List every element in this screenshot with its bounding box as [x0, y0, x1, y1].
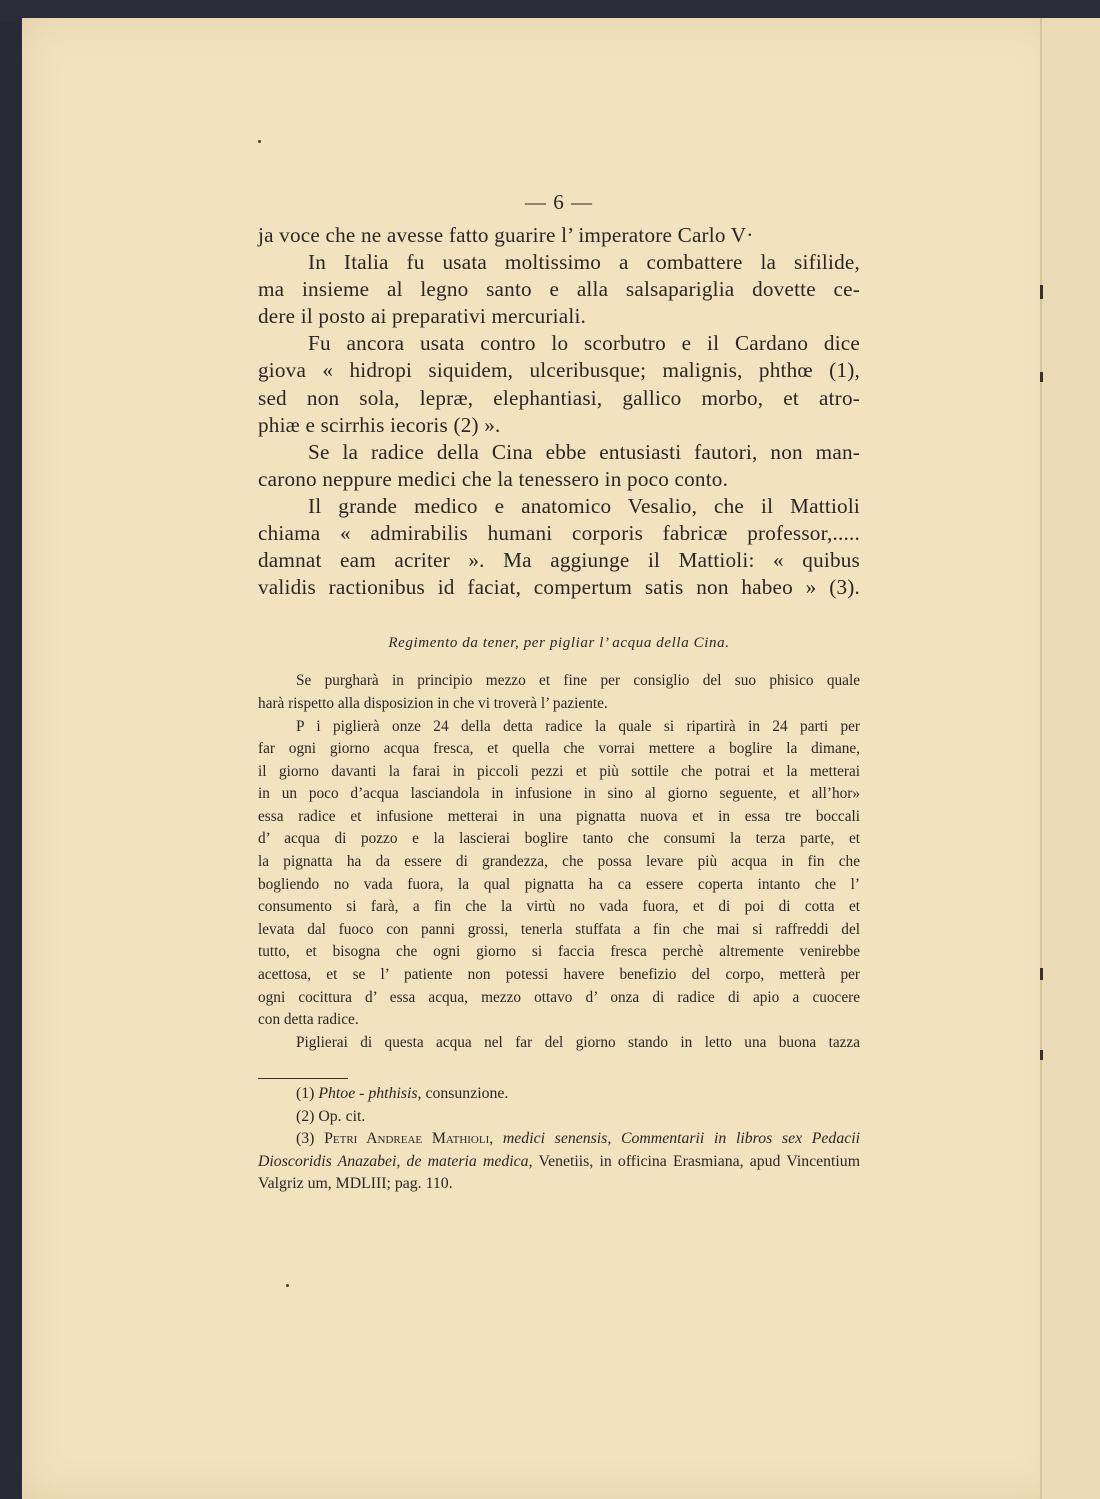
footnote-3 — [258, 1128, 860, 1195]
text-line: chiama « admirabilis humani corporis fabricæ professor,..... — [258, 521, 860, 546]
speck — [258, 140, 261, 143]
text-line: sed non sola, lepræ, elephantiasi, gallico morbo, et atro- — [258, 385, 860, 410]
recipe-line: acettosa, et se l’ patiente non potessi havere benefizio del corpo, metterà per — [258, 966, 860, 984]
recipe-line: bogliendo no vada fuora, la qual pignatta ha ca essere coperta intanto che l’ — [258, 875, 860, 893]
recipe-line: il giorno davanti la farai in piccoli pezzi et più sottile che potrai et la metterai — [258, 762, 860, 780]
next-page-edge — [1040, 18, 1100, 1499]
text-line: phiæ e scirrhis iecoris (2) ». — [258, 412, 501, 437]
recipe-line: d’ acqua di pozzo e la lascierai boglire tanto che consumi la terza parte, et — [258, 830, 860, 848]
text-line: Il grande medico e anatomico Vesalio, che il Mattioli — [308, 493, 860, 518]
recipe-line: harà rispetto alla disposizion in che vi troverà l’ paziente. — [258, 694, 608, 712]
footnote-number: (2) — [296, 1107, 315, 1125]
recipe-line: consumento si farà, a fin che la virtù no vada fuora, et di poi di cotta et — [258, 898, 860, 916]
recipe-line: P i piglierà onze 24 della detta radice la quale si ripartirà in 24 parti per — [296, 717, 860, 735]
recipe-line: la pignatta ha da essere di grandezza, che possa levare più acqua in fin che — [258, 853, 860, 871]
recipe-line: in un poco d’acqua lasciandola in infusione in sino al giorno seguente, et all’hor» — [258, 785, 860, 803]
recipe-line: Piglierai di questa acqua nel far del giorno stando in letto una buona tazza — [296, 1033, 860, 1051]
text-line: Se la radice della Cina ebbe entusiasti fautori, non man- — [308, 439, 860, 464]
text-line: Fu ancora usata contro lo scorbutro e il Cardano dice — [308, 331, 860, 356]
recipe-line: con detta radice. — [258, 1011, 359, 1029]
edge-mark — [1040, 1050, 1043, 1060]
text-line: ja voce che ne avesse fatto guarire l’ imperatore Carlo V· — [258, 223, 754, 247]
recipe-line: essa radice et infusione metterai in una pignatta nuova et in essa tre boccali — [258, 807, 860, 825]
text-line: damnat eam acriter ». Ma aggiunge il Mattioli: « quibus — [258, 548, 860, 573]
footnote-text: Venetiis, in officina Erasmiana, apud Vincentium Valgriz um, MDLIII; pag. 110. — [258, 1152, 860, 1193]
text-line: carono neppure medici che la tenessero in poco conto. — [258, 466, 729, 491]
footnote-term: Phtoe - phthisis, — [318, 1085, 422, 1103]
recipe-text — [258, 670, 860, 1054]
footnote-1 — [258, 1083, 860, 1105]
page-number: — 6 — — [525, 190, 593, 214]
text-line: dere il posto ai preparativi mercuriali. — [258, 304, 587, 329]
footnote-number: (3) — [296, 1130, 315, 1148]
footnote-title: medici senensis, Commentarii in libros sex Pedacii Dioscoridis Anazabei, de materia medica, — [258, 1130, 861, 1170]
text-line: In Italia fu usata moltissimo a combattere la sifilide, — [308, 250, 860, 275]
footnote-text: Op. cit. — [318, 1107, 366, 1125]
recipe-line: Se purgharà in principio mezzo et fine per consiglio del suo phisico quale — [296, 672, 860, 690]
recipe-line: levata dal fuoco con panni grossi, tenerla stuffata a fin che mai si raffreddi del — [258, 920, 860, 938]
text-line: giova « hidropi siquidem, ulceribusque; malignis, phthœ (1), — [258, 358, 860, 383]
edge-mark — [1040, 285, 1043, 299]
footnote-number: (1) — [296, 1085, 315, 1103]
text-line: validis ractionibus id faciat, compertum satis non habeo » (3). — [258, 575, 860, 600]
footnote-text: consunzione. — [425, 1085, 509, 1103]
footnote-2 — [258, 1106, 860, 1128]
speck — [286, 1284, 289, 1287]
edge-mark — [1040, 372, 1043, 382]
main-text — [258, 222, 860, 601]
footnotes — [258, 1083, 860, 1195]
edge-mark — [1040, 968, 1043, 980]
text-column — [258, 190, 860, 1195]
recipe-line: tutto, et bisogna che ogni giorno si faccia fresca perchè altremente venirebbe — [258, 943, 860, 961]
footnote-rule — [258, 1078, 348, 1079]
recipe-line: far ogni giorno acqua fresca, et quella che vorrai mettere a boglire la dimane, — [258, 740, 860, 758]
recipe-line: ogni cocittura d’ essa acqua, mezzo ottavo d’ onza di radice di apio a cuocere — [258, 988, 860, 1006]
section-title: Regimento da tener, per pigliar l’ acqua della Cina. — [388, 635, 730, 652]
text-line: ma insieme al legno santo e alla salsapariglia dovette ce- — [258, 277, 860, 302]
footnote-author: Petri Andreae Mathioli, — [324, 1130, 494, 1148]
